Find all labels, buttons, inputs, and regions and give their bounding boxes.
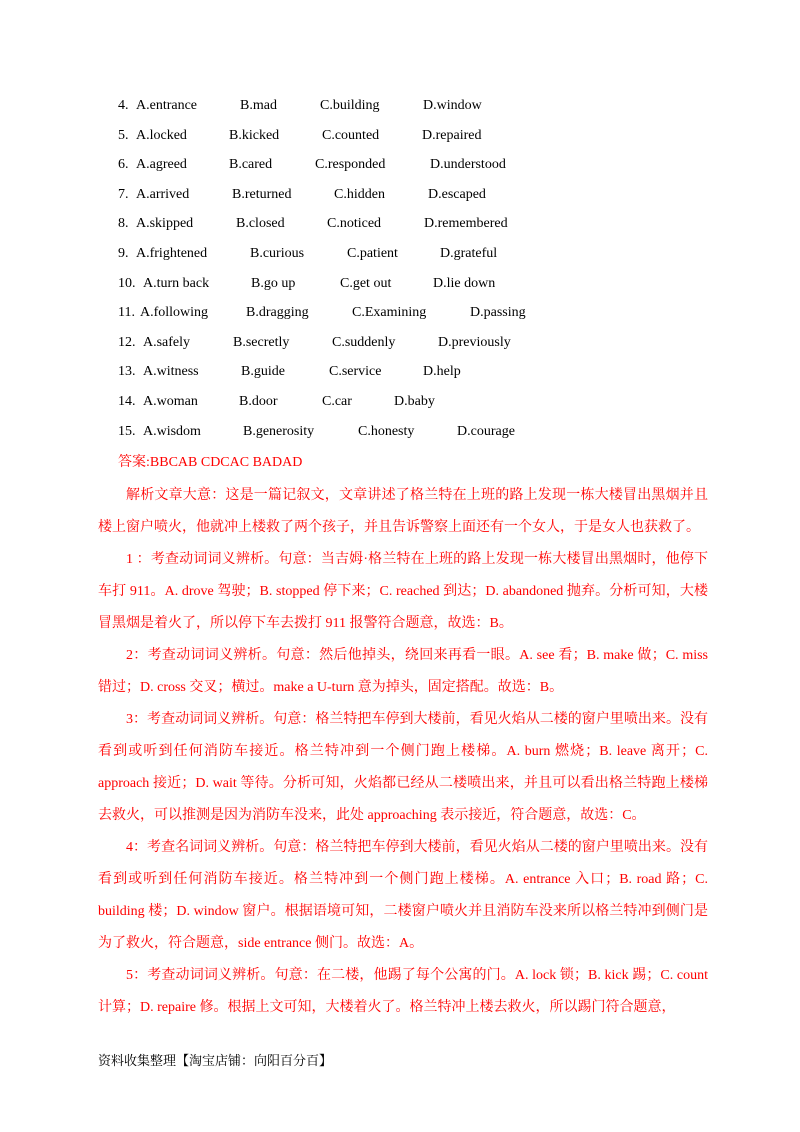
option-b: B.closed (236, 216, 285, 232)
option-a: A.agreed (136, 157, 187, 173)
option-d: D.lie down (433, 275, 496, 291)
question-row (118, 274, 718, 304)
option-c: C.responded (315, 157, 386, 173)
option-c: C.suddenly (332, 334, 396, 350)
option-c: C.hidden (334, 186, 385, 202)
option-a: A.turn back (143, 275, 210, 291)
option-b: B.cared (229, 157, 273, 173)
question-number: 13. (118, 364, 136, 380)
explanation-paragraph: 4：考查名词词义辨析。句意：格兰特把车停到大楼前，看见火焰从二楼的窗户里喷出来。没有看到或听到任何消防车接近。格兰特冲到一个侧门跑上楼梯。A. entrance 入口；B. road 路；C. building 楼；D. window 窗户。根据语境可知，二楼窗户喷火并且消防车没来所以格兰特冲到侧门是为了救火，符合题意，side entrance 侧门。故选：A。 (98, 840, 708, 951)
option-b: B.mad (240, 98, 277, 113)
option-c: C.honesty (358, 423, 415, 439)
option-b: B.secretly (233, 334, 290, 350)
answer-key: 答案:BBCAB CDCAC BADAD (118, 455, 303, 470)
question-number: 15. (118, 423, 136, 439)
question-row (118, 244, 718, 274)
options-list (118, 96, 718, 451)
option-b: B.curious (250, 245, 305, 261)
question-row (118, 392, 718, 422)
question-number: 9. (118, 245, 129, 261)
option-d: D.courage (457, 423, 515, 439)
question-row (118, 96, 718, 126)
option-c: C.get out (340, 275, 392, 291)
option-d: D.grateful (440, 245, 498, 261)
option-a: A.safely (143, 334, 191, 350)
question-row (118, 126, 718, 156)
question-number: 10. (118, 275, 136, 291)
question-row (118, 333, 718, 363)
option-d: D.baby (394, 393, 435, 409)
question-number: 5. (118, 127, 129, 143)
option-a: A.woman (143, 393, 198, 409)
option-b: B.door (239, 393, 278, 409)
option-d: D.help (423, 364, 461, 380)
option-d: D.window (423, 98, 482, 113)
question-row (118, 303, 718, 333)
option-a: A.frightened (136, 245, 208, 261)
explanation-paragraph: 2：考查动词词义辨析。句意：然后他掉头，绕回来再看一眼。A. see 看；B. make 做；C. miss 错过；D. cross 交叉；横过。make a U-turn 意为掉头，固定搭配。故选：B。 (98, 648, 708, 695)
explanation-paragraph: 1 ：考查动词词义辨析。句意：当吉姆·格兰特在上班的路上发现一栋大楼冒出黑烟时，他停下车打 911。A. drove 驾驶；B. stopped 停下来；C. reached 到达；D. abandoned 抛弃。分析可知，大楼冒黑烟是着火了，所以停下车去拨打 911 报警符合题意，故选：B。 (98, 552, 708, 631)
option-d: D.remembered (424, 216, 508, 232)
question-row (118, 362, 718, 392)
option-c: C.Examining (352, 305, 427, 321)
question-number: 11. (118, 305, 135, 321)
option-c: C.patient (347, 245, 398, 261)
question-number: 8. (118, 216, 129, 232)
explanation (98, 480, 708, 1024)
question-row (118, 214, 718, 244)
option-a: A.entrance (136, 98, 198, 113)
option-c: C.service (329, 364, 382, 380)
option-d: D.understood (430, 157, 506, 173)
option-a: A.locked (136, 127, 187, 143)
option-c: C.counted (322, 127, 380, 143)
option-c: C.building (320, 98, 380, 113)
question-number: 12. (118, 334, 136, 350)
option-b: B.returned (232, 186, 292, 202)
option-a: A.wisdom (143, 423, 201, 439)
question-number: 7. (118, 186, 129, 202)
option-d: D.escaped (428, 186, 486, 202)
question-number: 14. (118, 393, 136, 409)
option-b: B.kicked (229, 127, 280, 143)
question-row (118, 422, 718, 452)
option-b: B.dragging (246, 305, 309, 321)
option-a: A.following (140, 305, 209, 321)
option-b: B.go up (251, 275, 296, 291)
explanation-paragraph: 3：考查动词词义辨析。句意：格兰特把车停到大楼前，看见火焰从二楼的窗户里喷出来。没有看到或听到任何消防车接近。格兰特冲到一个侧门跑上楼梯。A. burn 燃烧；B. leave 离开；C. approach 接近；D. wait 等待。分析可知，火焰都已经从二楼喷出来，并且可以看出格兰特跑上楼梯去救火，可以推测是因为消防车没来，此处 approaching 表示接近，符合题意，故选：C。 (98, 712, 708, 823)
option-d: D.previously (438, 334, 511, 350)
option-c: C.noticed (327, 216, 382, 232)
question-row (118, 155, 718, 185)
question-number: 4. (118, 98, 129, 113)
option-d: D.repaired (422, 127, 482, 143)
question-number: 6. (118, 157, 129, 173)
option-c: C.car (322, 393, 352, 409)
question-row (118, 185, 718, 215)
option-b: B.guide (241, 364, 285, 380)
option-a: A.skipped (136, 216, 194, 232)
summary-paragraph: 解析文章大意：这是一篇记叙文，文章讲述了格兰特在上班的路上发现一栋大楼冒出黑烟并且楼上窗户喷火，他就冲上楼救了两个孩子，并且告诉警察上面还有一个女人，于是女人也获救了。 (98, 488, 708, 535)
option-d: D.passing (470, 305, 526, 321)
option-a: A.witness (143, 364, 199, 380)
option-a: A.arrived (136, 186, 190, 202)
option-b: B.generosity (243, 423, 315, 439)
explanation-paragraph: 5：考查动词词义辨析。句意：在二楼，他踢了每个公寓的门。A. lock 锁；B. kick 踢；C. count 计算；D. repaire 修。根据上文可知，大楼着火了。格兰特冲上楼去救火，所以踢门符合题意， (98, 968, 708, 1015)
footer-note: 资料收集整理【淘宝店铺：向阳百分百】 (98, 1053, 333, 1068)
